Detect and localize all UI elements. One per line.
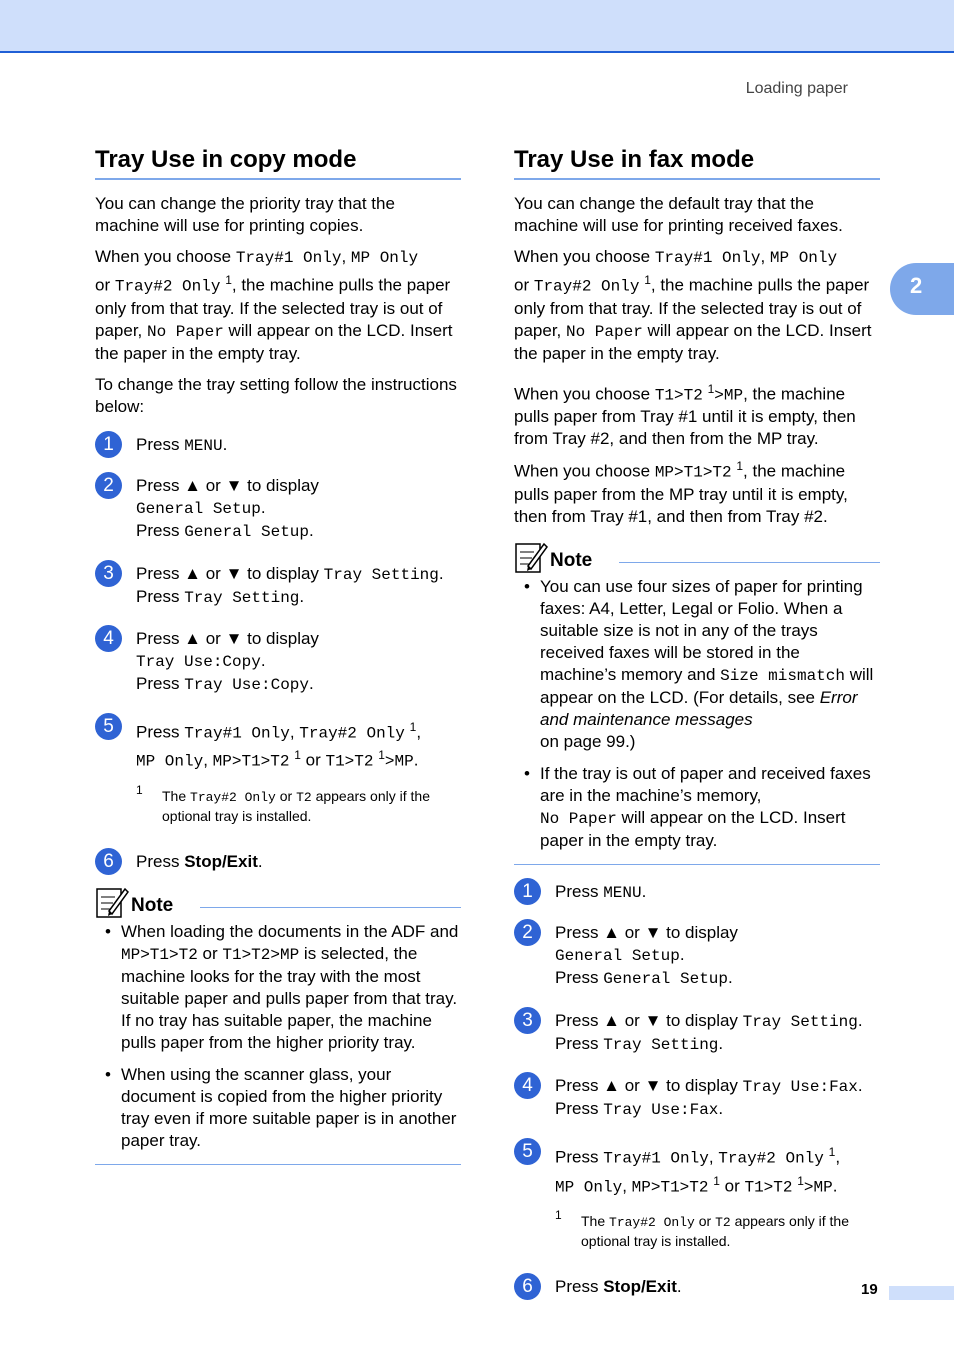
fax-steps bbox=[514, 881, 880, 1298]
step-number: 6 bbox=[514, 1273, 541, 1300]
step-number: 5 bbox=[95, 713, 122, 740]
step-number: 1 bbox=[514, 878, 541, 905]
step-2: 2 Press ▲ or ▼ to display General Setup. Press General Setup. bbox=[95, 475, 461, 543]
note-pencil-icon bbox=[514, 540, 548, 574]
intro-paragraph: You can change the priority tray that the machine will use for printing copies. bbox=[95, 194, 395, 235]
section-title: Tray Use in copy mode bbox=[95, 146, 461, 180]
t1-t2-mp-paragraph: When you choose T1>T2 $^1$>MP, the machine pulls paper from Tray #1 until it is empty, then from Tray #2, and then from the MP tray. bbox=[514, 381, 856, 449]
step-number: 3 bbox=[514, 1007, 541, 1034]
mp-t1-t2-paragraph: When you choose MP>T1>T2 $^1$, the machine pulls paper from the MP tray until it is empty, then from Tray #1, and then from Tray #2. bbox=[514, 459, 848, 526]
step-6: 6 Press Stop/Exit. bbox=[95, 851, 461, 873]
note-title: Note bbox=[550, 549, 593, 571]
step-number: 2 bbox=[514, 919, 541, 946]
step-number: 2 bbox=[95, 472, 122, 499]
step-6: 6 Press Stop/Exit. bbox=[514, 1276, 880, 1298]
note-header bbox=[514, 542, 880, 576]
note-item: • When loading the documents in the ADF and MP>T1>T2 or T1>T2>MP is selected, the machine looks for the tray with the most suitable paper and pulls paper from that tray. If no tray has suitable paper, the machine pulls paper from the higher priority tray. bbox=[95, 921, 461, 1054]
step-5: 5 Press Tray#1 Only, Tray#2 Only $^1$, MP Only, MP>T1>T2 $^1$ or T1>T2 $^1$>MP. bbox=[514, 1141, 880, 1198]
note-rule bbox=[200, 907, 461, 908]
note-pencil-icon bbox=[95, 885, 129, 919]
running-header: Loading paper bbox=[745, 80, 848, 97]
note-item: • When using the scanner glass, your document is copied from the higher priority tray even if more suitable paper is in another paper tray. bbox=[95, 1064, 461, 1152]
tray-choice-paragraph: When you choose Tray#1 Only, MP Only or Tray#2 Only $^1$, the machine pulls the paper only from that tray. If the selected tray is out of paper, No Paper will appear on the LCD. Insert the paper in the empty tray. bbox=[514, 247, 872, 363]
instructions-paragraph: To change the tray setting follow the instructions below: bbox=[95, 374, 457, 416]
note-title: Note bbox=[131, 894, 174, 916]
footnote: 1 The Tray#2 Only or T2 appears only if the optional tray is installed. bbox=[555, 1208, 849, 1250]
note-item: • You can use four sizes of paper for printing faxes: A4, Letter, Legal or Folio. When a suitable size is not in any of the trays received faxes will be stored in the machine’s memory and Size mismatch will appear on the LCD. (For details, see Error and maintenance messages on page 99.) bbox=[514, 576, 880, 753]
step-number: 3 bbox=[95, 560, 122, 587]
note-end-rule bbox=[95, 1164, 461, 1165]
intro-paragraph: You can change the default tray that the machine will use for printing received faxes. bbox=[514, 194, 843, 235]
tray-choice-paragraph: When you choose Tray#1 Only, MP Only or Tray#2 Only $^1$, the machine pulls the paper only from that tray. If the selected tray is out of paper, No Paper will appear on the LCD. Insert the paper in the empty tray. bbox=[95, 247, 453, 363]
note-item: • If the tray is out of paper and received faxes are in the machine’s memory, No Paper will appear on the LCD. Insert paper in the empty tray. bbox=[514, 763, 880, 852]
step-number: 1 bbox=[95, 431, 122, 458]
page-number: 19 bbox=[861, 1281, 878, 1298]
note-rule bbox=[619, 562, 880, 563]
note-end-rule bbox=[514, 864, 880, 865]
step-number: 5 bbox=[514, 1138, 541, 1165]
fax-mode-section bbox=[514, 140, 880, 1298]
step-number: 6 bbox=[95, 848, 122, 875]
copy-mode-section bbox=[95, 140, 461, 1165]
note-header bbox=[95, 887, 461, 921]
header-band bbox=[0, 0, 954, 53]
chapter-tab bbox=[890, 263, 954, 315]
footnote: 1 The Tray#2 Only or T2 appears only if the optional tray is installed. bbox=[136, 782, 430, 824]
step-4: 4 Press ▲ or ▼ to display Tray Use:Fax. Press Tray Use:Fax. bbox=[514, 1075, 880, 1121]
step-1: 1 Press MENU. bbox=[514, 881, 880, 904]
step-number: 4 bbox=[95, 625, 122, 652]
copy-steps bbox=[95, 434, 461, 873]
note-list bbox=[95, 921, 461, 1152]
footer-bar bbox=[889, 1286, 954, 1300]
chapter-number: 2 bbox=[910, 273, 923, 298]
step-4: 4 Press ▲ or ▼ to display Tray Use:Copy. Press Tray Use:Copy. bbox=[95, 628, 461, 696]
step-5: 5 Press Tray#1 Only, Tray#2 Only $^1$, MP Only, MP>T1>T2 $^1$ or T1>T2 $^1$>MP. bbox=[95, 716, 461, 773]
step-1: 1 Press MENU. bbox=[95, 434, 461, 457]
section-title: Tray Use in fax mode bbox=[514, 146, 880, 180]
note-list bbox=[514, 576, 880, 852]
step-2: 2 Press ▲ or ▼ to display General Setup. Press General Setup. bbox=[514, 922, 880, 990]
step-3: 3 Press ▲ or ▼ to display Tray Setting. Press Tray Setting. bbox=[514, 1010, 880, 1056]
step-3: 3 Press ▲ or ▼ to display Tray Setting. Press Tray Setting. bbox=[95, 563, 461, 609]
step-number: 4 bbox=[514, 1072, 541, 1099]
